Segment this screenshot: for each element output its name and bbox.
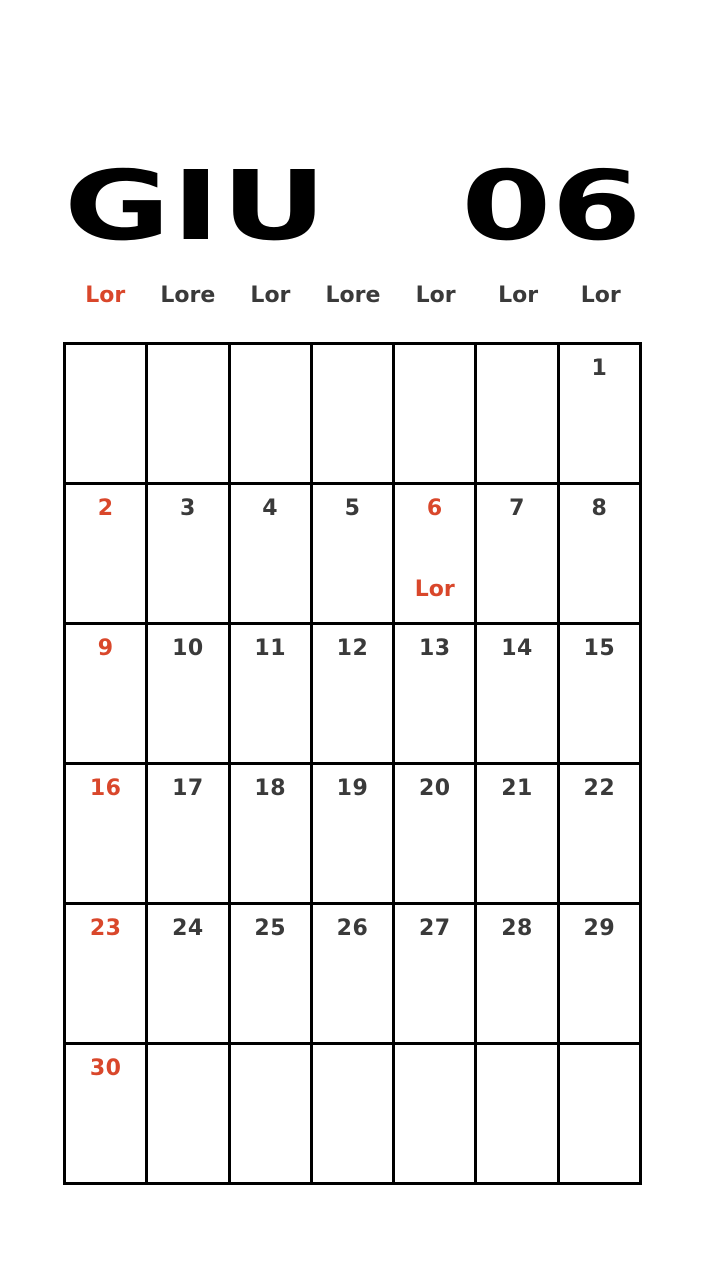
weekday-label: Lor <box>85 283 126 308</box>
day-cell[interactable] <box>148 1045 230 1185</box>
day-cell[interactable] <box>231 345 313 485</box>
day-cell[interactable] <box>148 905 230 1045</box>
day-number: 30 <box>89 1056 122 1081</box>
day-number: 27 <box>418 916 451 941</box>
day-cell[interactable] <box>395 765 477 905</box>
weekday-label: Lor <box>580 283 621 308</box>
day-number: 17 <box>172 776 204 801</box>
day-number: 26 <box>336 916 369 941</box>
calendar-header <box>64 150 642 262</box>
day-cell[interactable] <box>148 765 230 905</box>
day-number: 1 <box>591 356 608 381</box>
day-cell[interactable] <box>231 625 313 765</box>
day-number: 10 <box>172 636 204 661</box>
day-cell[interactable] <box>560 625 642 765</box>
day-number: 7 <box>509 496 525 521</box>
day-number: 28 <box>501 916 533 941</box>
month-name: GIU <box>64 150 328 262</box>
day-event-label: Lor <box>414 577 455 602</box>
day-cell[interactable] <box>231 905 313 1045</box>
day-number: 12 <box>336 636 369 661</box>
day-cell[interactable] <box>148 345 230 485</box>
weekday-label: Lore <box>325 283 381 308</box>
day-cell[interactable] <box>560 345 642 485</box>
day-cell[interactable] <box>395 905 477 1045</box>
day-cell[interactable] <box>313 765 395 905</box>
day-number: 2 <box>97 496 114 521</box>
day-number: 22 <box>583 776 616 801</box>
day-number: 5 <box>344 496 361 521</box>
day-cell[interactable] <box>477 765 559 905</box>
weekday-header-row <box>64 280 642 312</box>
day-number: 24 <box>172 916 204 941</box>
day-cell[interactable] <box>66 905 148 1045</box>
day-number: 25 <box>254 916 287 941</box>
month-number: 06 <box>461 150 642 262</box>
day-cell[interactable] <box>231 765 313 905</box>
day-number: 4 <box>262 496 279 521</box>
day-number: 13 <box>418 636 451 661</box>
day-number: 11 <box>254 636 287 661</box>
day-cell[interactable] <box>66 1045 148 1185</box>
day-cell[interactable] <box>395 1045 477 1185</box>
day-cell[interactable] <box>148 625 230 765</box>
day-cell[interactable] <box>66 625 148 765</box>
day-cell[interactable] <box>395 625 477 765</box>
day-number: 6 <box>426 496 443 521</box>
day-number: 23 <box>89 916 122 941</box>
weekday-label: Lor <box>498 283 539 308</box>
weekday-label: Lore <box>160 283 216 308</box>
day-cell[interactable] <box>395 345 477 485</box>
day-cell[interactable] <box>477 905 559 1045</box>
day-cell[interactable] <box>66 765 148 905</box>
day-cell[interactable] <box>313 485 395 625</box>
day-cell[interactable] <box>313 345 395 485</box>
day-number: 29 <box>583 916 616 941</box>
day-number: 3 <box>180 496 196 521</box>
day-cell[interactable] <box>313 625 395 765</box>
weekday-label: Lor <box>415 283 456 308</box>
day-cell[interactable] <box>477 485 559 625</box>
day-number: 18 <box>254 776 287 801</box>
day-cell[interactable] <box>395 485 477 625</box>
day-number: 15 <box>583 636 616 661</box>
day-cell[interactable] <box>477 345 559 485</box>
calendar-grid <box>63 342 642 1185</box>
day-cell[interactable] <box>313 1045 395 1185</box>
day-cell[interactable] <box>477 1045 559 1185</box>
day-cell[interactable] <box>148 485 230 625</box>
day-number: 14 <box>501 636 533 661</box>
day-cell[interactable] <box>231 485 313 625</box>
day-number: 16 <box>89 776 122 801</box>
day-cell[interactable] <box>66 345 148 485</box>
weekday-label: Lor <box>250 283 291 308</box>
day-cell[interactable] <box>560 1045 642 1185</box>
day-number: 20 <box>418 776 451 801</box>
day-cell[interactable] <box>560 905 642 1045</box>
day-number: 21 <box>501 776 533 801</box>
day-number: 8 <box>591 496 608 521</box>
day-cell[interactable] <box>66 485 148 625</box>
day-number: 9 <box>97 636 114 661</box>
day-cell[interactable] <box>560 485 642 625</box>
day-cell[interactable] <box>477 625 559 765</box>
day-number: 19 <box>336 776 369 801</box>
day-cell[interactable] <box>560 765 642 905</box>
day-cell[interactable] <box>313 905 395 1045</box>
day-cell[interactable] <box>231 1045 313 1185</box>
